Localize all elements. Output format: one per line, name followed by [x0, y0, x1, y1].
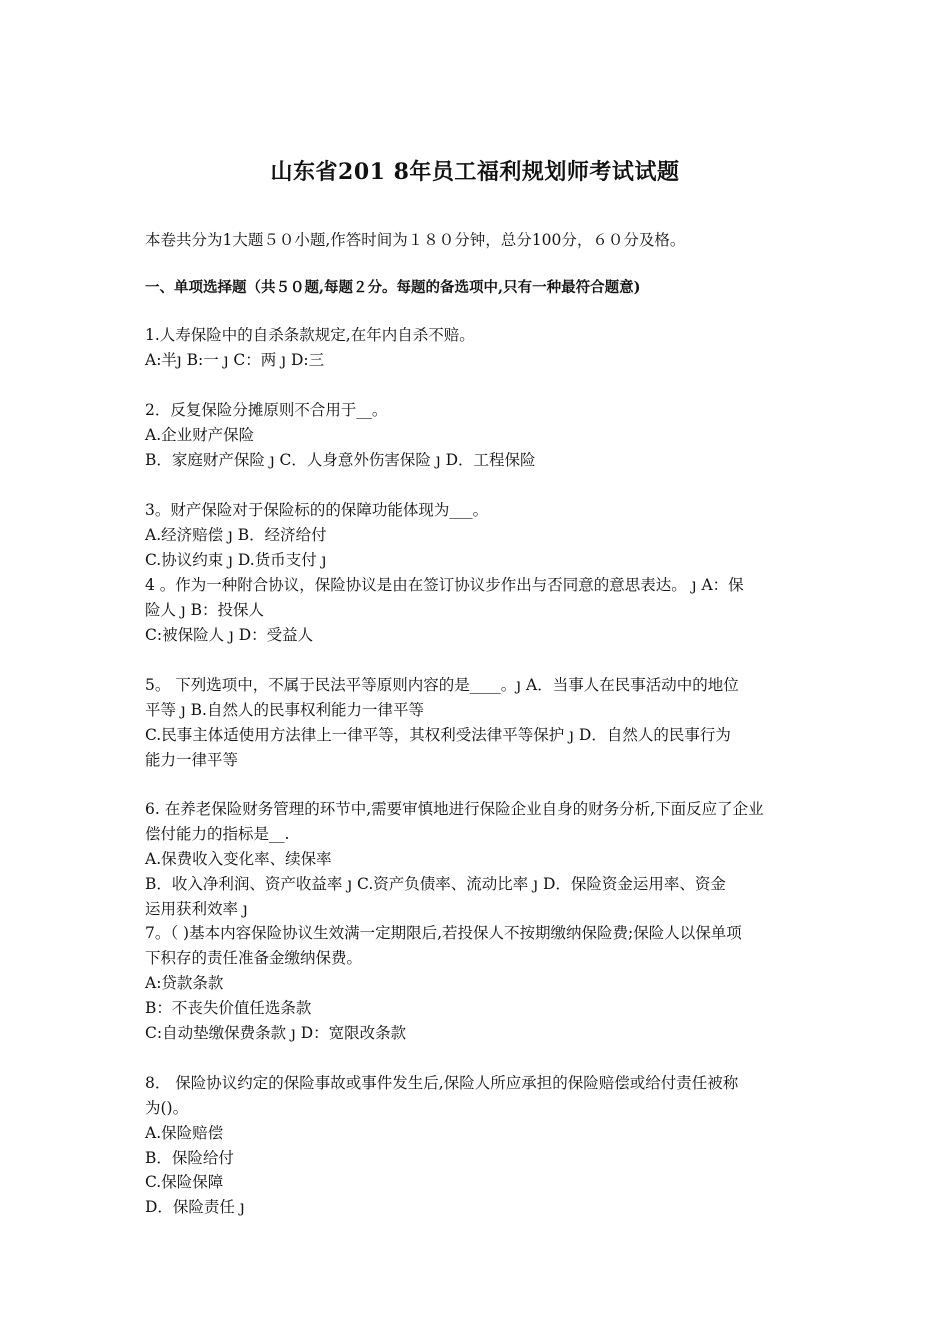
- question-5-line-4: 能力一律平等: [145, 751, 239, 769]
- exam-intro: 本卷共分为1大题５０小题,作答时间为１８０分钟，总分100分，６０分及格。: [145, 231, 686, 249]
- document-title: 山东省201 8年员工福利规划师考试试题: [270, 159, 680, 185]
- question-5-line-2: 平等 ȷ B.自然人的民事权利能力一律平等: [145, 701, 424, 719]
- question-4-text: 4 。作为一种附合协议，保险协议是由在签订协议步作出与否同意的意思表达。 ȷ A：保: [145, 576, 744, 594]
- question-2-option-a: A.企业财产保险: [145, 426, 255, 444]
- question-6-text: 6. 在养老保险财务管理的环节中,需要审慎地进行保险企业自身的财务分析,下面反应了企业: [145, 800, 764, 818]
- question-2-options-bcd: B．家庭财产保险 ȷ C．人身意外伤害保险 ȷ D．工程保险: [145, 451, 536, 469]
- question-7-option-a: A:贷款条款: [145, 974, 224, 992]
- question-5-text: 5。 下列选项中，不属于民法平等原则内容的是____。ȷ A．当事人在民事活动中的地位: [145, 676, 739, 694]
- question-4-text-cont: 险人 ȷ B：投保人: [145, 601, 265, 619]
- question-1-text: 1.人寿保险中的自杀条款规定,在年内自杀不赔。: [145, 326, 475, 344]
- question-8-option-d: D．保险责任 ȷ: [145, 1198, 245, 1216]
- question-8-text: 8． 保险协议约定的保险事故或事件发生后,保险人所应承担的保险赔偿或给付责任被称: [145, 1074, 739, 1092]
- question-8-option-b: B．保险给付: [145, 1149, 234, 1167]
- question-8-option-c: C.保险保障: [145, 1173, 224, 1191]
- question-3-text: 3。财产保险对于保险标的的保障功能体现为___。: [145, 501, 489, 519]
- question-1-options: A:半ȷ B:一 ȷ C：两 ȷ D:三: [145, 351, 325, 369]
- question-3-options-cd: C.协议约束 ȷ D.货币支付 ȷ: [145, 551, 327, 569]
- question-2-text: 2．反复保险分摊原则不合用于__。: [145, 401, 388, 419]
- question-7-text: 7。（ )基本内容保险协议生效满一定期限后,若投保人不按期缴纳保险费;保险人以保单项: [145, 924, 742, 942]
- section-heading: 一、单项选择题（共５０题,每题２分。每题的备选项中,只有一种最符合题意): [145, 279, 641, 296]
- question-8-text-cont: 为()。: [145, 1099, 189, 1117]
- question-6-text-cont: 偿付能力的指标是__.: [145, 825, 290, 843]
- question-6-option-a: A.保费收入变化率、续保率: [145, 850, 332, 868]
- question-7-option-b: B：不丧失价值任选条款: [145, 999, 312, 1017]
- question-6-options-cont: 运用获利效率 ȷ: [145, 900, 248, 918]
- question-7-options-cd: C:自动垫缴保费条款 ȷ D：宽限改条款: [145, 1024, 407, 1042]
- question-4-options-cd: C:被保险人 ȷ D：受益人: [145, 626, 314, 644]
- question-6-options-bcd: B．收入净利润、资产收益率 ȷ C.资产负债率、流动比率 ȷ D．保险资金运用率、资金: [145, 875, 726, 893]
- question-8-option-a: A.保险赔偿: [145, 1124, 224, 1142]
- question-7-text-cont: 下积存的责任准备金缴纳保费。: [145, 949, 363, 967]
- question-5-line-3: C.民事主体适使用方法律上一律平等，其权利受法律平等保护 ȷ D．自然人的民事行为: [145, 726, 731, 744]
- question-3-options-ab: A.经济赔偿 ȷ B．经济给付: [145, 526, 327, 544]
